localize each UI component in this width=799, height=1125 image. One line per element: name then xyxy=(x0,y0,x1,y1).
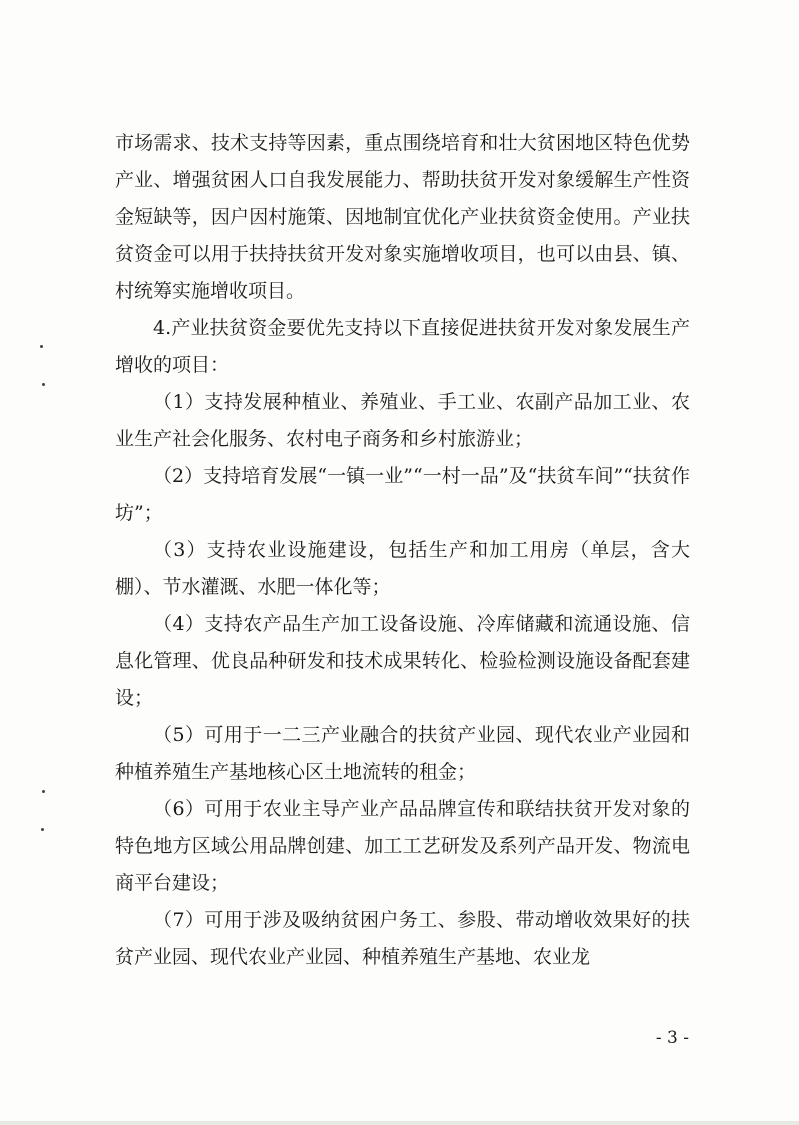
scan-edge xyxy=(0,1121,799,1125)
paragraph-item-7: （7）可用于涉及吸纳贫困户务工、参股、带动增收效果好的扶贫产业园、现代农业产业园、种植养殖生产基地、农业龙 xyxy=(115,909,690,968)
scan-speck xyxy=(42,790,45,793)
paragraph-item-4: 4.产业扶贫资金要优先支持以下直接促进扶贫开发对象发展生产增收的项目： xyxy=(115,317,690,376)
paragraph-item-4-sub: （4）支持农产品生产加工设备设施、冷库储藏和流通设施、信息化管理、优良品种研发和技术成果转化、检验检测设施设备配套建设； xyxy=(115,613,690,709)
body-text xyxy=(115,125,690,976)
page-number: - 3 - xyxy=(655,1028,689,1048)
scan-speck xyxy=(41,828,44,831)
paragraph-item-6: （6）可用于农业主导产业产品品牌宣传和联结扶贫开发对象的特色地方区域公用品牌创建、加工工艺研发及系列产品开发、物流电商平台建设； xyxy=(115,798,690,894)
paragraph-item-1: （1）支持发展种植业、养殖业、手工业、农副产品加工业、农业生产社会化服务、农村电子商务和乡村旅游业； xyxy=(115,391,690,450)
scan-speck xyxy=(42,383,45,386)
scan-speck xyxy=(40,345,43,348)
paragraph-continuation: 市场需求、技术支持等因素，重点围绕培育和壮大贫困地区特色优势产业、增强贫困人口自我发展能力、帮助扶贫开发对象缓解生产性资金短缺等，因户因村施策、因地制宜优化产业扶贫资金使用。产业扶贫资金可以用于扶持扶贫开发对象实施增收项目，也可以由县、镇、村统筹实施增收项目。 xyxy=(115,132,690,302)
paragraph-item-5: （5）可用于一二三产业融合的扶贫产业园、现代农业产业园和种植养殖生产基地核心区土地流转的租金； xyxy=(115,724,690,783)
paragraph-item-2: （2）支持培育发展“一镇一业”“一村一品”及“扶贫车间”“扶贫作坊”； xyxy=(115,465,690,524)
paragraph-item-3: （3）支持农业设施建设，包括生产和加工用房（单层，含大棚）、节水灌溉、水肥一体化等； xyxy=(115,539,690,598)
